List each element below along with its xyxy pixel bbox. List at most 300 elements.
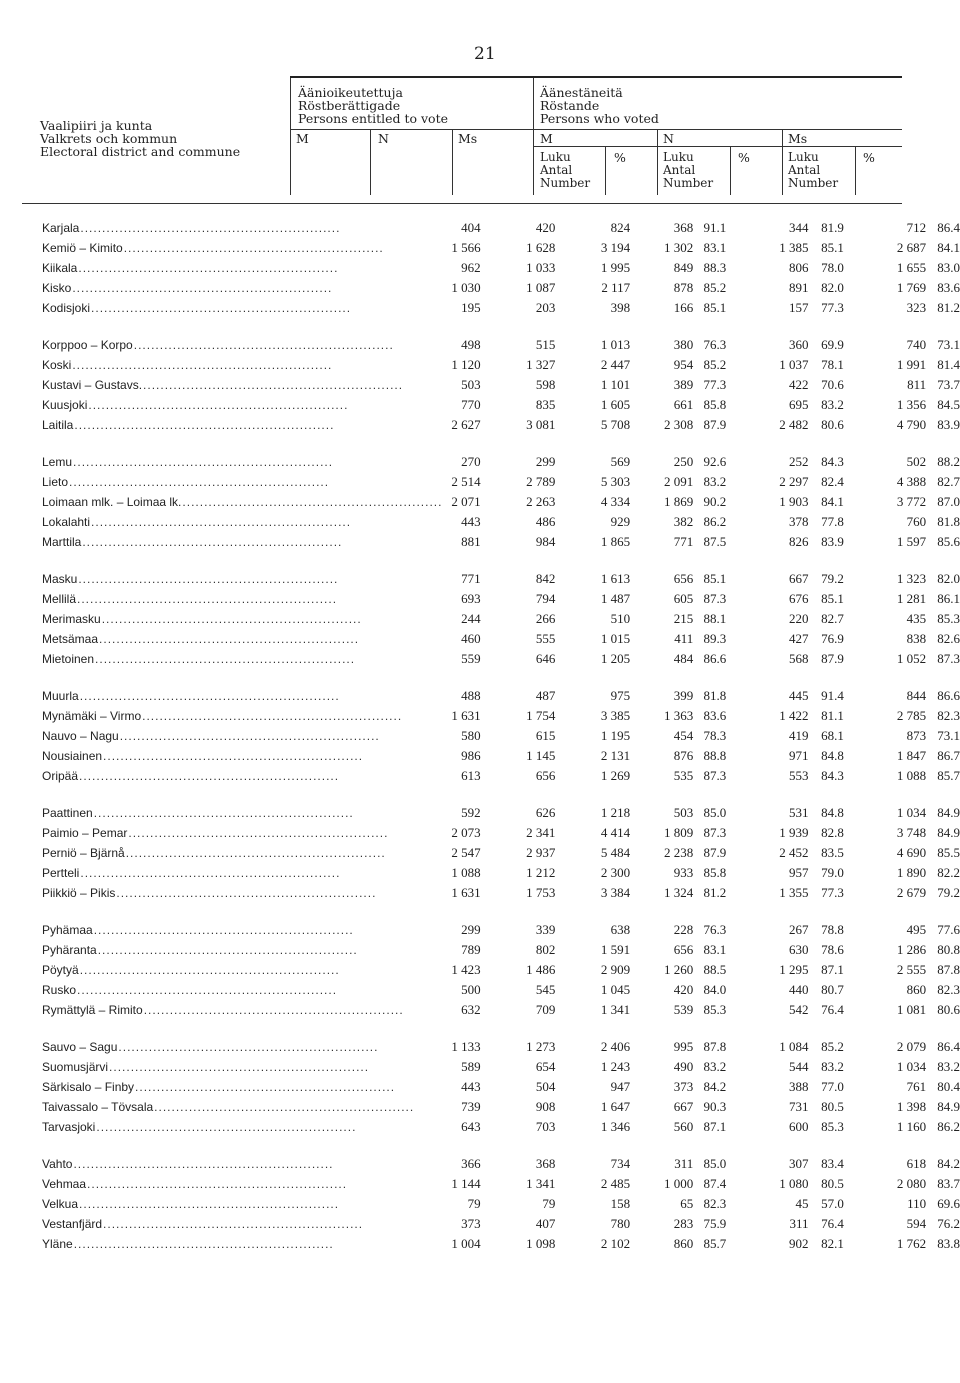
m-cell: 1 004 — [451, 1236, 481, 1251]
commune-name-cell — [0, 278, 442, 298]
ms-cell: 1 647 — [600, 1099, 631, 1114]
voted-m-count-header: Luku Antal Number — [540, 150, 591, 190]
n-cell: 3 081 — [526, 417, 556, 432]
ms-cell: 2 447 — [600, 357, 631, 372]
leader-dots: ............................................................ — [72, 358, 333, 372]
vms-cell: 2 080 — [896, 1176, 927, 1191]
commune-name-cell — [0, 609, 442, 629]
vn-cell: 267 — [788, 922, 809, 937]
n-cell: 299 — [535, 454, 556, 469]
table-row — [0, 746, 960, 766]
commune-name: Lemu — [42, 455, 73, 469]
entitled-header-sv: Röstberättigade — [298, 98, 401, 113]
vn-pct-cell: 85.1 — [821, 591, 844, 606]
commune-name-cell — [0, 1097, 442, 1117]
n-cell: 1 087 — [526, 280, 556, 295]
m-cell: 770 — [461, 397, 481, 412]
commune-name-cell — [0, 823, 442, 843]
vn-pct-cell: 84.1 — [821, 494, 844, 509]
leader-dots: ............................................................ — [95, 652, 356, 666]
voted-n-header: N — [663, 131, 674, 146]
table-row — [0, 298, 960, 318]
table-row — [0, 1174, 960, 1194]
commune-name-cell — [0, 452, 442, 472]
vn-cell: 902 — [788, 1236, 809, 1251]
leader-dots: ............................................................ — [91, 515, 352, 529]
vms-cell: 844 — [906, 688, 927, 703]
vm-cell: 771 — [673, 534, 694, 549]
voted-header-fi: Äänestäneitä — [540, 85, 623, 100]
vms-cell: 618 — [906, 1156, 927, 1171]
vn-pct-cell: 77.3 — [821, 885, 844, 900]
vm-cell: 2 091 — [664, 474, 694, 489]
vms-pct-cell: 77.6 — [937, 922, 960, 937]
vms-pct-cell: 82.2 — [937, 865, 960, 880]
n-cell: 1 033 — [526, 260, 556, 275]
entitled-header — [298, 86, 448, 125]
n-cell: 487 — [535, 688, 556, 703]
vm-cell: 656 — [673, 942, 694, 957]
vms-pct-cell: 85.5 — [937, 845, 960, 860]
vm-cell: 876 — [673, 748, 694, 763]
commune-name-cell — [0, 706, 442, 726]
commune-name-cell — [0, 940, 442, 960]
vm-cell: 605 — [673, 591, 694, 606]
leader-dots: ............................................................ — [143, 378, 404, 392]
n-cell: 2 341 — [526, 825, 556, 840]
commune-name: Kiikala — [42, 261, 78, 275]
leader-dots: ............................................................ — [78, 261, 339, 275]
vn-pct-cell: 78.0 — [821, 260, 844, 275]
ms-cell: 734 — [610, 1156, 631, 1171]
vm-pct-cell: 77.3 — [703, 377, 727, 392]
m-cell: 613 — [461, 768, 481, 783]
vms-pct-cell: 69.6 — [937, 1196, 960, 1211]
vms-pct-cell: 85.3 — [937, 611, 960, 626]
m-cell: 739 — [461, 1099, 481, 1114]
ms-cell: 1 013 — [600, 337, 631, 352]
commune-name: Pertteli — [42, 866, 80, 880]
vm-pct-cell: 85.7 — [703, 1236, 727, 1251]
n-cell: 1 273 — [526, 1039, 556, 1054]
ms-cell: 4 334 — [600, 494, 631, 509]
commune-name-cell — [0, 472, 442, 492]
vn-cell: 695 — [788, 397, 809, 412]
ms-cell: 638 — [610, 922, 631, 937]
n-cell: 545 — [535, 982, 556, 997]
vms-pct-cell: 79.2 — [937, 885, 960, 900]
commune-name: Lokalahti — [42, 515, 91, 529]
vms-cell: 811 — [907, 377, 927, 392]
commune-name-cell — [0, 258, 442, 278]
commune-name: Pöytyä — [42, 963, 79, 977]
commune-name: Velkua — [42, 1197, 79, 1211]
vn-cell: 1 355 — [779, 885, 809, 900]
table-row — [0, 1000, 960, 1020]
vn-pct-cell: 81.9 — [821, 220, 844, 235]
vms-pct-cell: 73.7 — [937, 377, 960, 392]
m-cell: 244 — [461, 611, 481, 626]
vms-pct-cell: 82.0 — [937, 571, 960, 586]
vn-cell: 1 422 — [779, 708, 809, 723]
table-row — [0, 258, 960, 278]
vm-pct-cell: 87.8 — [703, 1039, 727, 1054]
vms-pct-cell: 82.7 — [937, 474, 960, 489]
voted-n-pct-header: % — [738, 150, 750, 165]
vms-pct-cell: 84.1 — [937, 240, 960, 255]
ms-cell: 3 385 — [600, 708, 631, 723]
vms-cell: 1 769 — [896, 280, 927, 295]
leader-dots: ............................................................ — [128, 826, 389, 840]
commune-name: Rusko — [42, 983, 77, 997]
ms-cell: 1 865 — [600, 534, 631, 549]
vm-pct-cell: 85.0 — [703, 805, 727, 820]
leader-dots: ............................................................ — [154, 1100, 415, 1114]
vms-pct-cell: 80.4 — [937, 1079, 960, 1094]
vms-cell: 761 — [906, 1079, 927, 1094]
commune-name-cell — [0, 1077, 442, 1097]
leader-dots: ............................................................ — [109, 1060, 370, 1074]
results-table — [0, 218, 960, 1254]
vm-pct-cell: 85.1 — [703, 300, 727, 315]
group-spacer — [0, 786, 960, 803]
vn-pct-cell: 68.1 — [821, 728, 844, 743]
vm-cell: 849 — [673, 260, 694, 275]
vm-pct-cell: 76.3 — [703, 922, 727, 937]
commune-name-cell — [0, 298, 442, 318]
vm-pct-cell: 87.5 — [703, 534, 727, 549]
m-cell: 79 — [467, 1196, 481, 1211]
vms-cell: 1 081 — [896, 1002, 927, 1017]
vm-cell: 250 — [673, 454, 694, 469]
vms-cell: 1 655 — [896, 260, 927, 275]
table-row — [0, 863, 960, 883]
voted-n-count-header: Luku Antal Number — [663, 150, 714, 190]
table-row — [0, 532, 960, 552]
leader-dots: ............................................................ — [69, 475, 330, 489]
commune-name: Vestanfjärd — [42, 1217, 103, 1231]
ms-cell: 1 045 — [600, 982, 631, 997]
commune-name: Marttila — [42, 535, 82, 549]
commune-name-cell — [0, 960, 442, 980]
vm-pct-cell: 78.3 — [703, 728, 727, 743]
commune-name-cell — [0, 649, 442, 669]
vms-cell: 495 — [906, 922, 927, 937]
leader-dots: ............................................................ — [88, 398, 349, 412]
vms-pct-cell: 84.5 — [937, 397, 960, 412]
leader-dots: ............................................................ — [125, 846, 386, 860]
commune-name-cell — [0, 746, 442, 766]
commune-name: Paimio – Pemar — [42, 826, 128, 840]
vm-cell: 933 — [673, 865, 694, 880]
vn-pct-cell: 83.5 — [821, 845, 844, 860]
table-row — [0, 1117, 960, 1137]
leader-dots: ............................................................ — [97, 943, 358, 957]
table-row — [0, 1057, 960, 1077]
vms-cell: 2 555 — [896, 962, 927, 977]
m-cell: 299 — [461, 922, 481, 937]
vm-pct-cell: 85.3 — [703, 1002, 727, 1017]
commune-name: Paattinen — [42, 806, 93, 820]
n-cell: 266 — [535, 611, 556, 626]
vm-pct-cell: 85.2 — [703, 280, 727, 295]
m-cell: 580 — [461, 728, 481, 743]
vn-pct-cell: 85.3 — [821, 1119, 844, 1134]
entitled-ms-header: Ms — [458, 131, 478, 146]
commune-name: Masku — [42, 572, 78, 586]
table-row — [0, 960, 960, 980]
vms-pct-cell: 88.2 — [937, 454, 960, 469]
vm-cell: 2 238 — [664, 845, 694, 860]
ms-cell: 3 194 — [600, 240, 631, 255]
group-spacer — [0, 435, 960, 452]
vm-cell: 65 — [680, 1196, 694, 1211]
n-cell: 2 263 — [526, 494, 556, 509]
vm-pct-cell: 87.3 — [703, 768, 727, 783]
vn-cell: 1 939 — [779, 825, 809, 840]
commune-name-cell — [0, 1154, 442, 1174]
m-cell: 881 — [461, 534, 481, 549]
vn-cell: 1 903 — [779, 494, 809, 509]
vn-pct-cell: 85.1 — [821, 240, 844, 255]
ms-cell: 1 605 — [600, 397, 631, 412]
table-row — [0, 843, 960, 863]
voted-ms-count-header: Luku Antal Number — [788, 150, 839, 190]
vn-pct-cell: 78.1 — [821, 357, 844, 372]
n-cell: 420 — [535, 220, 556, 235]
vn-cell: 600 — [788, 1119, 809, 1134]
vm-cell: 1 363 — [664, 708, 694, 723]
ms-cell: 5 708 — [600, 417, 631, 432]
vms-cell: 4 388 — [896, 474, 927, 489]
vm-pct-cell: 85.8 — [703, 397, 727, 412]
ms-cell: 1 195 — [600, 728, 631, 743]
ms-cell: 947 — [610, 1079, 631, 1094]
table-row — [0, 1037, 960, 1057]
vms-cell: 712 — [906, 220, 927, 235]
vms-pct-cell: 81.2 — [937, 300, 960, 315]
vm-cell: 878 — [673, 280, 694, 295]
table-row — [0, 726, 960, 746]
vn-cell: 826 — [788, 534, 809, 549]
header-divider — [533, 78, 534, 195]
vms-pct-cell: 86.4 — [937, 220, 960, 235]
m-cell: 488 — [461, 688, 481, 703]
vn-pct-cell: 76.9 — [821, 631, 844, 646]
vn-pct-cell: 79.0 — [821, 865, 844, 880]
vms-cell: 1 597 — [896, 534, 927, 549]
commune-name-cell — [0, 980, 442, 1000]
n-cell: 1 341 — [526, 1176, 556, 1191]
vm-cell: 1 260 — [664, 962, 694, 977]
vm-cell: 995 — [673, 1039, 694, 1054]
commune-name: Pyhämaa — [42, 923, 93, 937]
vn-cell: 957 — [788, 865, 809, 880]
vn-pct-cell: 83.2 — [821, 1059, 844, 1074]
table-row — [0, 803, 960, 823]
page-number: 21 — [474, 44, 496, 64]
vm-cell: 1 000 — [664, 1176, 694, 1191]
m-cell: 1 631 — [451, 885, 481, 900]
vms-cell: 873 — [906, 728, 927, 743]
commune-name-cell — [0, 569, 442, 589]
vm-pct-cell: 92.6 — [703, 454, 727, 469]
n-cell: 1 754 — [526, 708, 556, 723]
vm-cell: 2 308 — [664, 417, 694, 432]
n-cell: 703 — [535, 1119, 556, 1134]
n-cell: 515 — [535, 337, 556, 352]
vn-cell: 531 — [788, 805, 809, 820]
n-cell: 626 — [535, 805, 556, 820]
vn-cell: 378 — [788, 514, 809, 529]
vm-pct-cell: 87.3 — [703, 825, 727, 840]
vms-pct-cell: 86.7 — [937, 748, 960, 763]
commune-name: Piikkiö – Pikis — [42, 886, 116, 900]
vn-cell: 422 — [788, 377, 809, 392]
n-cell: 835 — [535, 397, 556, 412]
ms-cell: 929 — [610, 514, 631, 529]
table-row — [0, 940, 960, 960]
n-cell: 615 — [535, 728, 556, 743]
m-cell: 1 631 — [451, 708, 481, 723]
vms-pct-cell: 84.2 — [937, 1156, 960, 1171]
n-cell: 646 — [535, 651, 556, 666]
n-cell: 1 098 — [526, 1236, 556, 1251]
commune-name: Nauvo – Nagu — [42, 729, 119, 743]
m-cell: 693 — [461, 591, 481, 606]
vms-pct-cell: 82.3 — [937, 982, 960, 997]
vms-cell: 1 160 — [896, 1119, 927, 1134]
m-cell: 592 — [461, 805, 481, 820]
m-cell: 1 133 — [451, 1039, 481, 1054]
m-cell: 270 — [461, 454, 481, 469]
commune-name-cell — [0, 415, 442, 435]
table-row — [0, 649, 960, 669]
m-cell: 404 — [461, 220, 481, 235]
n-cell: 1 212 — [526, 865, 556, 880]
vm-pct-cell: 83.2 — [703, 474, 727, 489]
n-cell: 1 753 — [526, 885, 556, 900]
leader-dots: ............................................................ — [133, 338, 394, 352]
voted-ms-pct-header: % — [863, 150, 875, 165]
vm-pct-cell: 87.9 — [703, 417, 727, 432]
commune-name-cell — [0, 218, 442, 238]
voted-m-pct-header: % — [614, 150, 626, 165]
vn-cell: 1 080 — [779, 1176, 809, 1191]
leader-dots: ............................................................ — [103, 1217, 364, 1231]
n-cell: 794 — [535, 591, 556, 606]
vms-cell: 1 991 — [896, 357, 927, 372]
vms-cell: 1 847 — [896, 748, 927, 763]
leader-dots: ............................................................ — [78, 572, 339, 586]
m-cell: 443 — [461, 514, 481, 529]
table-row — [0, 472, 960, 492]
vms-cell: 1 034 — [896, 805, 927, 820]
m-cell: 2 627 — [451, 417, 481, 432]
commune-name: Korppoo – Korpo — [42, 338, 133, 352]
commune-name-cell — [0, 920, 442, 940]
vn-pct-cell: 76.4 — [821, 1002, 844, 1017]
vm-cell: 228 — [673, 922, 694, 937]
vms-pct-cell: 83.2 — [937, 1059, 960, 1074]
vm-cell: 382 — [673, 514, 694, 529]
commune-name: Vehmaa — [42, 1177, 87, 1191]
vm-pct-cell: 89.3 — [703, 631, 727, 646]
table-row — [0, 920, 960, 940]
m-cell: 503 — [461, 377, 481, 392]
ms-cell: 569 — [610, 454, 631, 469]
vm-cell: 411 — [674, 631, 694, 646]
district-header-en: Electoral district and commune — [40, 144, 241, 159]
vn-cell: 360 — [788, 337, 809, 352]
vm-pct-cell: 76.3 — [703, 337, 727, 352]
vm-pct-cell: 85.1 — [703, 571, 727, 586]
vms-pct-cell: 83.6 — [937, 280, 960, 295]
ms-cell: 2 300 — [600, 865, 631, 880]
vn-cell: 440 — [788, 982, 809, 997]
vm-pct-cell: 87.4 — [703, 1176, 727, 1191]
commune-name-cell — [0, 1174, 442, 1194]
ms-cell: 2 117 — [601, 280, 631, 295]
n-cell: 802 — [535, 942, 556, 957]
commune-name: Karjala — [42, 221, 80, 235]
m-cell: 498 — [461, 337, 481, 352]
m-cell: 373 — [461, 1216, 481, 1231]
vms-pct-cell: 86.4 — [937, 1039, 960, 1054]
vms-pct-cell: 80.6 — [937, 1002, 960, 1017]
vn-cell: 630 — [788, 942, 809, 957]
vn-cell: 344 — [788, 220, 809, 235]
table-row — [0, 1214, 960, 1234]
ms-cell: 510 — [610, 611, 631, 626]
group-spacer — [0, 318, 960, 335]
vm-cell: 215 — [673, 611, 694, 626]
m-cell: 632 — [461, 1002, 481, 1017]
district-header-sv: Valkrets och kommun — [40, 131, 178, 146]
leader-dots: ............................................................ — [101, 612, 362, 626]
vms-pct-cell: 86.6 — [937, 688, 960, 703]
leader-dots: ............................................................ — [73, 1157, 334, 1171]
m-cell: 643 — [461, 1119, 481, 1134]
vn-cell: 676 — [788, 591, 809, 606]
commune-name-cell — [0, 492, 442, 512]
vm-cell: 283 — [673, 1216, 694, 1231]
commune-name: Koski — [42, 358, 72, 372]
leader-dots: ............................................................ — [79, 689, 340, 703]
n-cell: 1 486 — [526, 962, 556, 977]
vms-pct-cell: 81.4 — [937, 357, 960, 372]
m-cell: 771 — [461, 571, 481, 586]
vn-cell: 544 — [788, 1059, 809, 1074]
commune-name-cell — [0, 803, 442, 823]
vn-cell: 568 — [788, 651, 809, 666]
vm-cell: 311 — [674, 1156, 694, 1171]
vn-pct-cell: 77.0 — [821, 1079, 844, 1094]
n-cell: 203 — [535, 300, 556, 315]
vn-cell: 806 — [788, 260, 809, 275]
ms-cell: 2 909 — [600, 962, 631, 977]
leader-dots: ............................................................ — [80, 866, 341, 880]
commune-name-cell — [0, 766, 442, 786]
leader-dots: ............................................................ — [96, 1120, 357, 1134]
vn-cell: 542 — [788, 1002, 809, 1017]
voted-m-header: M — [540, 131, 553, 146]
vm-cell: 1 324 — [664, 885, 694, 900]
table-row — [0, 629, 960, 649]
vn-cell: 1 385 — [779, 240, 809, 255]
commune-name-cell — [0, 883, 442, 903]
leader-dots: ............................................................ — [93, 923, 354, 937]
